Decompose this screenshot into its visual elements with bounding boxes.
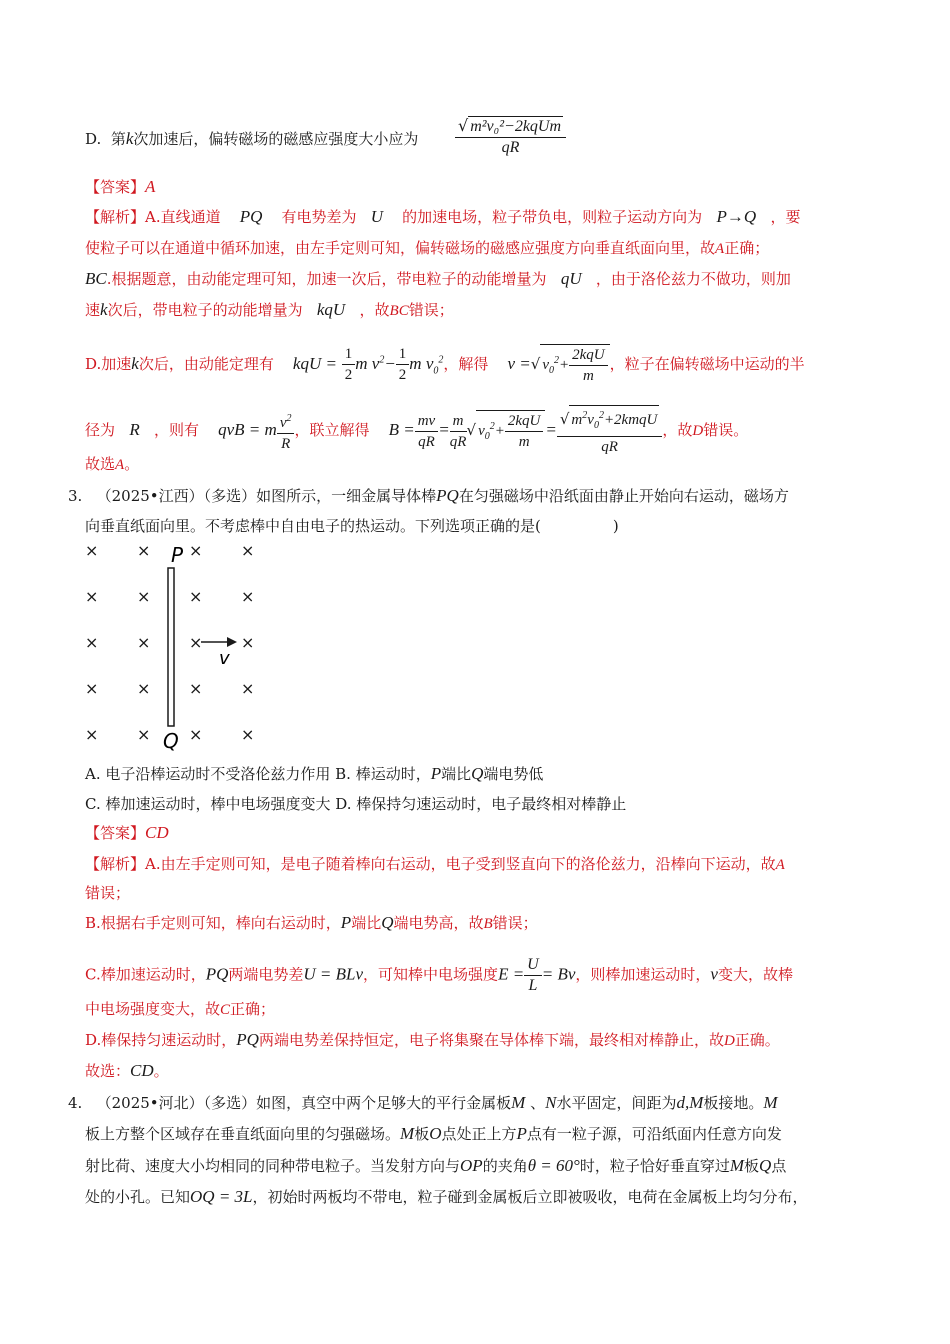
field-cross: ×: [241, 541, 255, 560]
analysis-1-line-2: 使粒子可以在通道中循环加速，由左手定则可知，偏转磁场的磁感应强度方向垂直纸面向里，故A正确；: [85, 239, 770, 257]
question-4-line-1: 4. （2025•河北）（多选）如图，真空中两个足够大的平行金属板M 、N水平固定，间距为d,M板接地。M: [68, 1093, 778, 1112]
prev-option-d: D. 第k次加速后，偏转磁场的磁感应强度大小应为: [85, 129, 419, 148]
velocity-label: v: [219, 648, 230, 669]
analysis-1-line-1: 【解析】A.直线通道 PQ 有电势差为 U 的加速电场，粒子带负电，则粒子运动方向为 P→Q ，要: [85, 207, 801, 226]
velocity-arrow: [201, 637, 237, 647]
field-cross: ×: [241, 679, 255, 698]
field-cross: ×: [85, 587, 99, 606]
analysis-1-line-7: 故选A。: [85, 455, 140, 473]
analysis-1-line-4: 速k次后，带电粒子的动能增量为 kqU ，故BC错误；: [85, 300, 454, 319]
prev-option-d-fraction: $\frac{\text{√ m²v₀²−2kqUm}}{qR}$: [455, 116, 566, 158]
analysis-2-line-c: C.棒加速运动时，PQ两端电势差U = BLv，可知棒中电场强度E = $\frac{U}{L}$ = Bv，则棒加速运动时，v变大，故棒: [85, 956, 793, 994]
field-cross: ×: [85, 679, 99, 698]
analysis-2-line-c2: 中电场强度变大，故C正确；: [85, 1000, 276, 1018]
field-cross: ×: [189, 633, 203, 652]
answer-1: 【答案】A: [85, 177, 156, 196]
analysis-2-line-e: 故选：CD。: [85, 1061, 169, 1080]
question-3-line-1: 3. （2025•江西）（多选）如图所示，一细金属导体棒PQ在匀强磁场中沿纸面由静止开始向右运动，磁场方: [68, 486, 789, 505]
analysis-2-line-a2: 错误；: [85, 884, 131, 902]
field-cross: ×: [241, 633, 255, 652]
field-cross: ×: [241, 587, 255, 606]
analysis-1-line-3: BC.根据题意，由动能定理可知，加速一次后，带电粒子的动能增量为 qU ，由于洛伦兹力不做功，则加: [85, 269, 791, 288]
conductor-rod: [168, 568, 174, 726]
field-cross: ×: [137, 679, 151, 698]
question-3-options-row-1: A. 电子沿棒运动时不受洛伦兹力作用 B. 棒运动时，P端比Q端电势低: [85, 764, 544, 783]
question-4-line-3: 射比荷、速度大小均相同的同种带电粒子。当发射方向与OP的夹角θ = 60°时，粒子恰好垂直穿过M板Q点: [85, 1156, 787, 1175]
answer-2: 【答案】CD: [85, 823, 169, 842]
field-cross: ×: [137, 587, 151, 606]
field-cross: ×: [189, 725, 203, 744]
field-cross: ×: [137, 541, 151, 560]
field-cross: ×: [85, 725, 99, 744]
rod-label-p: P: [171, 543, 184, 567]
question-3-options-row-2: C. 棒加速运动时，棒中电场强度变大 D. 棒保持匀速运动时，电子最终相对棒静止: [85, 795, 627, 813]
field-cross: ×: [189, 587, 203, 606]
question-4-line-4: 处的小孔。已知OQ = 3L，初始时两板均不带电，粒子碰到金属板后立即被吸收，电荷在金属板上均匀分布，: [85, 1187, 808, 1206]
field-cross: ×: [137, 633, 151, 652]
analysis-2-line-d: D.棒保持匀速运动时，PQ两端电势差保持恒定，电子将集聚在导体棒下端，最终相对棒静止，故D正确。: [85, 1030, 780, 1049]
analysis-1-line-5: D.加速k次后，由动能定理有 kqU = $\frac{1}{2}$ m $v^2-$ $\frac{1}{2}$ m $v_0^2$，解得 v =√ $v_0^2+$ $\frac{\text{2kqU}}{m}$ ，粒子在偏转磁场中运动的半: [85, 344, 805, 386]
analysis-2-line-b: B.根据右手定则可知，棒向右运动时，P端比Q端电势高，故B错误；: [85, 913, 538, 932]
question-3-line-2: 向垂直纸面向里。不考虑棒中自由电子的热运动。下列选项正确的是( ): [85, 517, 619, 535]
field-cross: ×: [85, 633, 99, 652]
magnetic-field-figure: [75, 540, 275, 755]
field-cross: ×: [189, 679, 203, 698]
question-4-line-2: 板上方整个区域存在垂直纸面向里的匀强磁场。M板O点处正上方P点有一粒子源，可沿纸面内任意方向发: [85, 1124, 782, 1143]
field-cross: ×: [189, 541, 203, 560]
field-cross: ×: [85, 541, 99, 560]
analysis-2-line-a: 【解析】A.由左手定则可知，是电子随着棒向右运动，电子受到竖直向下的洛伦兹力，沿棒向下运动，故A: [85, 855, 785, 873]
rod-label-q: Q: [163, 729, 179, 753]
field-cross: ×: [241, 725, 255, 744]
field-cross: ×: [137, 725, 151, 744]
analysis-1-line-6: 径为 R ，则有 qvB = m $\frac{v^2}{R}$ ，联立解得 B = $\frac{mv}{qR}$ = $\frac{m}{qR}$ √ $v_0^2+$ $\frac{\text{2kqU}}{m}$ = $\frac{√ m^2v_0^2+2kmqU}{qR}$ ，故D错误。: [85, 405, 748, 457]
